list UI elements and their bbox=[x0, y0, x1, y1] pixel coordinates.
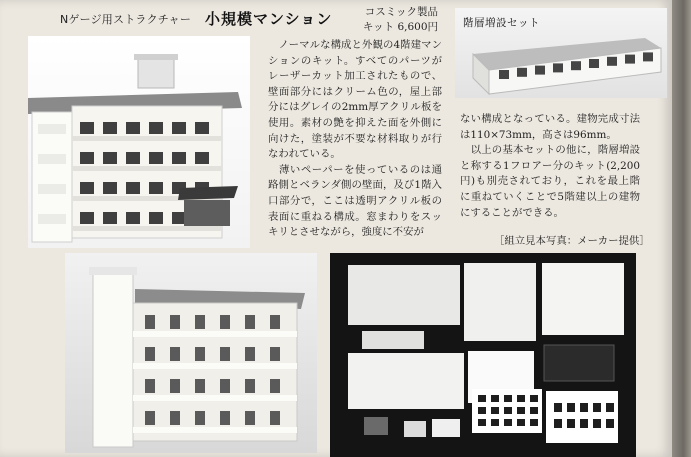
door bbox=[245, 315, 255, 329]
window-cutout bbox=[593, 419, 601, 428]
window-cutout bbox=[478, 419, 486, 426]
window bbox=[80, 152, 94, 164]
door bbox=[245, 347, 255, 361]
corridor-railing bbox=[133, 427, 297, 433]
door bbox=[270, 411, 280, 425]
extension-set-caption: 階層増設セット bbox=[463, 17, 540, 29]
window bbox=[499, 70, 509, 79]
kit-parts-illustration bbox=[330, 253, 636, 457]
window-cutout bbox=[491, 419, 499, 426]
window bbox=[195, 122, 209, 134]
window-cutout bbox=[580, 403, 588, 412]
category-label: Nゲージ用ストラクチャー bbox=[60, 13, 192, 26]
window bbox=[172, 152, 186, 164]
window bbox=[103, 212, 117, 224]
window bbox=[571, 61, 581, 70]
window-cutout bbox=[580, 419, 588, 428]
door bbox=[220, 379, 230, 393]
door bbox=[145, 315, 155, 329]
window bbox=[126, 152, 140, 164]
window-cutout bbox=[478, 407, 486, 414]
window bbox=[80, 182, 94, 194]
photo-credit: ［組立見本写真：メーカー提供］ bbox=[494, 235, 650, 247]
window-cutout bbox=[530, 395, 538, 402]
window-cutout bbox=[504, 395, 512, 402]
window bbox=[103, 182, 117, 194]
paragraph-2: 薄いペーパーを使っているのは通路側とベランダ側の壁面，及び1階入口部分で，ここは透明アクリル板の表面に重ねる構成。窓まわりをスッキリとさせながら，強度に不安が bbox=[268, 163, 442, 239]
door bbox=[170, 411, 180, 425]
window bbox=[553, 63, 563, 72]
window bbox=[643, 52, 653, 61]
door bbox=[145, 347, 155, 361]
paragraph-4: 以上の基本セットの他に，階層増設と称する1フロアー分のキット(2,200円)も別売されており，これを最上階に重ねていくことで5階建以上の建物にすることができる。 bbox=[460, 144, 640, 219]
photo-building-front bbox=[28, 36, 250, 248]
side-panel bbox=[38, 214, 66, 224]
window-cutout bbox=[593, 403, 601, 412]
photo-extension-set bbox=[455, 8, 667, 98]
window-cutout bbox=[554, 419, 562, 428]
window bbox=[103, 122, 117, 134]
window-cutout bbox=[530, 419, 538, 426]
window bbox=[149, 182, 163, 194]
article-column-1 bbox=[268, 38, 442, 241]
window-cutout bbox=[478, 395, 486, 402]
window-cutout bbox=[517, 395, 525, 402]
window-cutout bbox=[517, 419, 525, 426]
balcony-slab bbox=[72, 136, 222, 141]
door bbox=[145, 411, 155, 425]
window bbox=[149, 152, 163, 164]
door bbox=[195, 379, 205, 393]
window bbox=[80, 122, 94, 134]
window-cutout bbox=[517, 407, 525, 414]
article-title: 小規模マンション bbox=[205, 10, 333, 28]
article-column-2 bbox=[460, 112, 640, 221]
door bbox=[195, 315, 205, 329]
window bbox=[126, 122, 140, 134]
window-cutout bbox=[606, 419, 614, 428]
window bbox=[195, 152, 209, 164]
maker-name: コスミック製品 bbox=[364, 6, 438, 18]
side-panel bbox=[38, 124, 66, 134]
window-cutout bbox=[491, 407, 499, 414]
window bbox=[172, 122, 186, 134]
side-panel bbox=[38, 184, 66, 194]
window bbox=[126, 212, 140, 224]
page-spine-shadow bbox=[672, 0, 691, 457]
window-cutout bbox=[567, 403, 575, 412]
window-cutout bbox=[554, 403, 562, 412]
door bbox=[220, 347, 230, 361]
door bbox=[195, 411, 205, 425]
window bbox=[103, 152, 117, 164]
window-cutout bbox=[491, 395, 499, 402]
door bbox=[270, 315, 280, 329]
photo-building-side bbox=[65, 253, 317, 453]
window bbox=[589, 59, 599, 68]
door bbox=[270, 379, 280, 393]
building-front-illustration bbox=[28, 36, 250, 248]
window-cutout bbox=[504, 407, 512, 414]
door bbox=[270, 347, 280, 361]
door bbox=[170, 315, 180, 329]
window bbox=[149, 122, 163, 134]
door bbox=[145, 379, 155, 393]
window-cutout bbox=[567, 419, 575, 428]
window bbox=[172, 212, 186, 224]
door bbox=[245, 379, 255, 393]
photo-kit-parts bbox=[330, 253, 636, 457]
window bbox=[535, 66, 545, 75]
side-panel bbox=[38, 154, 66, 164]
window-cutout bbox=[530, 407, 538, 414]
door bbox=[220, 315, 230, 329]
building-side-illustration bbox=[65, 253, 317, 453]
window bbox=[126, 182, 140, 194]
window bbox=[80, 212, 94, 224]
corridor-railing bbox=[133, 363, 297, 369]
window bbox=[517, 68, 527, 77]
window bbox=[149, 212, 163, 224]
window-cutout bbox=[504, 419, 512, 426]
corridor-railing bbox=[133, 395, 297, 401]
door bbox=[245, 411, 255, 425]
door bbox=[170, 347, 180, 361]
corridor-railing bbox=[133, 331, 297, 337]
paragraph-3: ない構成となっている。建物完成寸法は110×73mm，高さは96mm。 bbox=[460, 113, 640, 141]
kit-price: キット 6,600円 bbox=[362, 21, 438, 33]
door bbox=[195, 347, 205, 361]
door bbox=[170, 379, 180, 393]
door bbox=[220, 411, 230, 425]
window bbox=[607, 57, 617, 66]
window-cutout bbox=[606, 403, 614, 412]
paragraph-1: ノーマルな構成と外観の4階建マンションのキット。すべてのパーツがレーザーカット加工されたもので、壁面部分にはクリーム色の，屋上部分にはグレイの2mm厚アクリル板を使用。素材の艶を抑えた面を外側に向けた，塗装が不要な材料取りが行なわれている。 bbox=[268, 39, 442, 161]
balcony-slab bbox=[72, 226, 222, 231]
window bbox=[625, 55, 635, 64]
balcony-slab bbox=[72, 166, 222, 171]
